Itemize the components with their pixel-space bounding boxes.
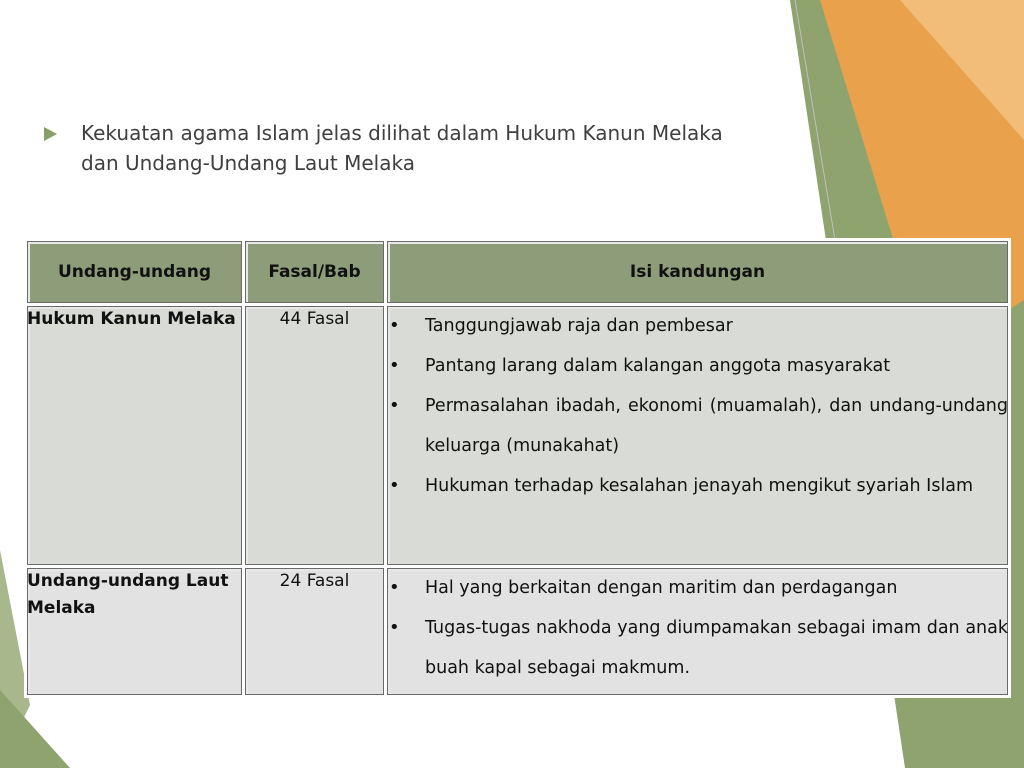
law-name: Undang-undang Laut Melaka	[26, 567, 244, 697]
law-table	[24, 238, 1011, 698]
content-cell	[386, 567, 1010, 697]
fasal-count: 24 Fasal	[244, 567, 386, 697]
list-item: • Hukuman terhadap kesalahan jenayah mengikut syariah Islam	[387, 466, 1008, 506]
header-undang-undang: Undang-undang	[26, 240, 244, 305]
list-item: • Tanggungjawab raja dan pembesar	[387, 306, 1008, 346]
list-item: • Hal yang berkaitan dengan maritim dan perdagangan	[387, 568, 1008, 608]
table-row	[26, 305, 1010, 567]
list-item: • Pantang larang dalam kalangan anggota masyarakat	[387, 346, 1008, 386]
header-isi-kandungan: Isi kandungan	[386, 240, 1010, 305]
triangle-bullet-icon	[44, 127, 57, 141]
list-item: • Permasalahan ibadah, ekonomi (muamalah), dan undang-undang keluarga (munakahat)	[387, 386, 1008, 466]
list-item: • Tugas-tugas nakhoda yang diumpamakan sebagai imam dan anak buah kapal sebagai makmum.	[387, 608, 1008, 688]
content-list	[387, 306, 1008, 506]
fasal-count: 44 Fasal	[244, 305, 386, 567]
law-name: Hukum Kanun Melaka	[26, 305, 244, 567]
bullet-point	[44, 118, 744, 178]
bullet-text: Kekuatan agama Islam jelas dilihat dalam Hukum Kanun Melaka dan Undang-Undang Laut Melaka	[81, 121, 723, 175]
header-fasal-bab: Fasal/Bab	[244, 240, 386, 305]
table-header-row	[26, 240, 1010, 305]
green-wedge-bottom	[0, 690, 70, 768]
content-list	[387, 568, 1008, 688]
table-row	[26, 567, 1010, 697]
content-cell	[386, 305, 1010, 567]
